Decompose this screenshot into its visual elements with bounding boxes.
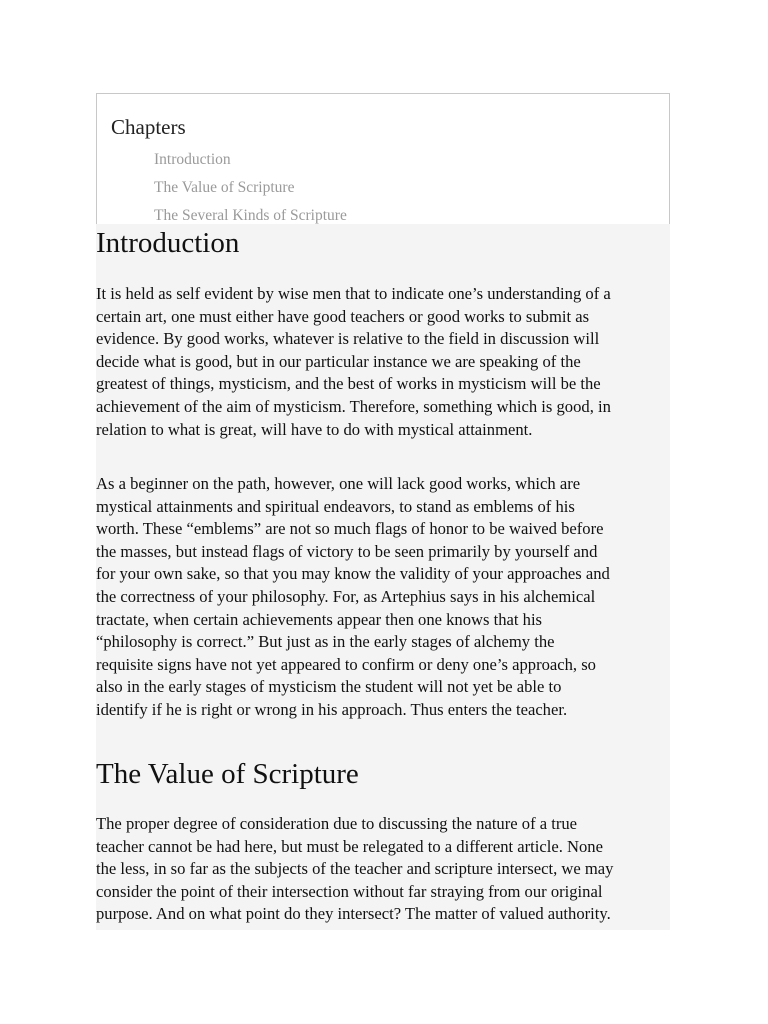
text-line: evidence. By good works, whatever is relative to the field in discussion will (96, 329, 600, 349)
text-line: identify if he is right or wrong in his approach. Thus enters the teacher. (96, 699, 568, 719)
text-line: the correctness of your philosophy. For, as Artephius says in his alchemical (96, 586, 596, 606)
toc-title: Chapters (111, 115, 186, 139)
toc-link-value-of-scripture[interactable]: The Value of Scripture (154, 179, 295, 196)
intro-paragraph-2 (96, 473, 676, 722)
section-heading-introduction: Introduction (96, 227, 240, 259)
text-line: the less, in so far as the subjects of the teacher and scripture intersect, we may (96, 859, 614, 879)
scripture-paragraph-1 (96, 813, 676, 926)
text-line: also in the early stages of mysticism the student will not yet be able to (96, 677, 562, 697)
text-line: the masses, but instead flags of victory to be seen primarily by yourself and (96, 541, 598, 561)
text-line: for your own sake, so that you may know the validity of your approaches and (96, 564, 610, 584)
toc-link-introduction[interactable]: Introduction (154, 151, 231, 168)
text-line: requisite signs have not yet appeared to confirm or deny one’s approach, so (96, 654, 596, 674)
toc-list (154, 146, 347, 224)
text-line: consider the point of their intersection without far straying from our original (96, 881, 603, 901)
intro-paragraph-1 (96, 283, 676, 441)
section-heading-value-of-scripture: The Value of Scripture (96, 758, 359, 790)
text-line: As a beginner on the path, however, one will lack good works, which are (96, 474, 581, 493)
text-line: worth. These “emblems” are not so much flags of honor to be waived before (96, 519, 604, 539)
text-line: The proper degree of consideration due to discussing the nature of a true (96, 814, 578, 833)
article-content (96, 224, 670, 930)
text-line: achievement of the aim of mysticism. Therefore, something which is good, in (96, 396, 611, 416)
text-line: “philosophy is correct.” But just as in the early stages of alchemy the (96, 632, 555, 652)
text-line: greatest of things, mysticism, and the best of works in mysticism will be the (96, 374, 601, 394)
text-line: It is held as self evident by wise men that to indicate one’s understanding of a (96, 284, 611, 303)
text-line: mystical attainments and spiritual endeavors, to stand as emblems of his (96, 496, 575, 516)
text-line: teacher cannot be had here, but must be relegated to a different article. None (96, 836, 603, 856)
text-line: decide what is good, but in our particular instance we are speaking of the (96, 351, 581, 371)
text-line: purpose. And on what point do they intersect? The matter of valued authority. (96, 904, 611, 924)
toc-link-several-kinds-of-scripture[interactable]: The Several Kinds of Scripture (154, 207, 347, 224)
text-line: tractate, when certain achievements appear then one knows that his (96, 609, 543, 629)
text-line: relation to what is great, will have to do with mystical attainment. (96, 419, 533, 439)
table-of-contents (96, 93, 670, 224)
text-line: certain art, one must either have good teachers or good works to submit as (96, 306, 590, 326)
